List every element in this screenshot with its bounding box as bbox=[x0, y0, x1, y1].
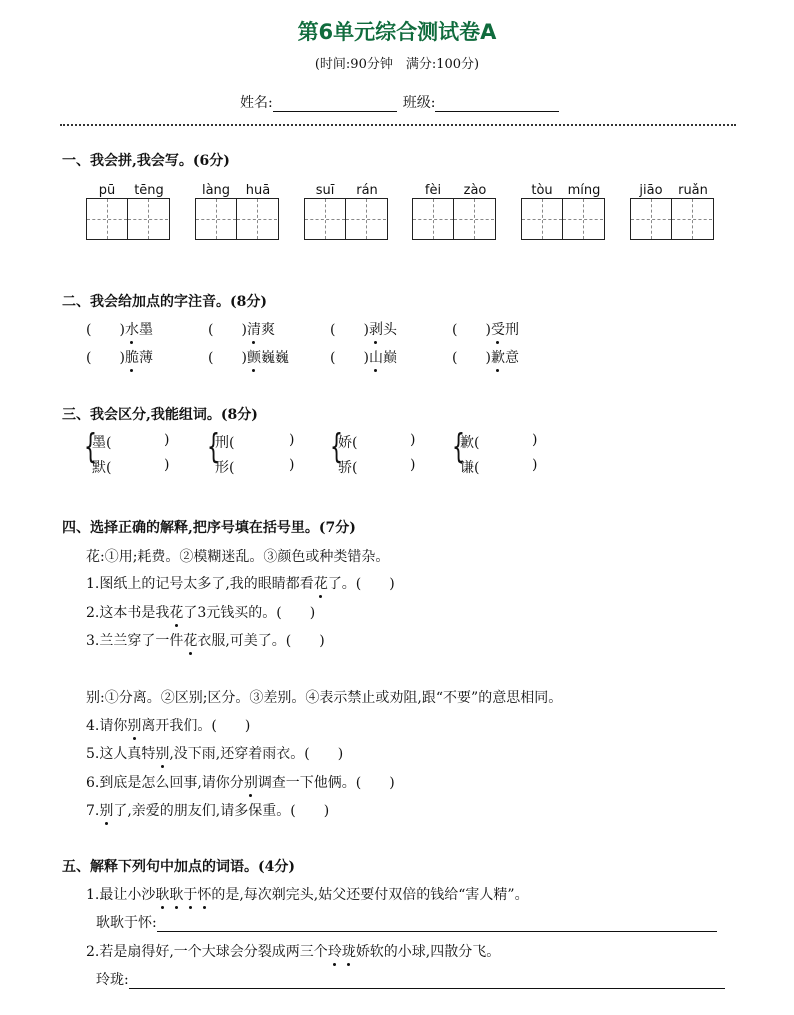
dotted-char: 玲 bbox=[328, 941, 342, 961]
pinyin: jiāo bbox=[639, 183, 663, 198]
writing-grid[interactable] bbox=[521, 198, 605, 240]
pair-char: 骄( bbox=[338, 460, 358, 476]
phonetic-item bbox=[208, 319, 275, 339]
dotted-char: 珑 bbox=[342, 941, 356, 961]
dotted-char: 水 bbox=[125, 319, 139, 339]
word-rest: 头 bbox=[382, 322, 397, 338]
q-text: 的是,每次剃完头,姑父还要付双倍的钱给“害人精”。 bbox=[211, 887, 529, 903]
question-7 bbox=[86, 800, 329, 820]
dotted-char: 花 bbox=[183, 630, 197, 650]
pair-close[interactable]: ) bbox=[164, 457, 170, 473]
question-4 bbox=[86, 715, 250, 735]
name-class-row bbox=[240, 92, 559, 112]
definition-bie: 别:①分离。②区别;区分。③差别。④表示禁止或劝阻,跟“不要”的意思相同。 bbox=[86, 690, 563, 706]
q-text[interactable]: 了,亲爱的朋友们,请多保重。( ) bbox=[113, 803, 330, 819]
question-6 bbox=[86, 772, 395, 792]
pair-close[interactable]: ) bbox=[532, 457, 538, 473]
brace: { bbox=[452, 427, 465, 467]
dotted-char: 怀 bbox=[197, 884, 211, 904]
pinyin: làng bbox=[201, 183, 231, 198]
dotted-char: 别 bbox=[155, 743, 169, 763]
pinyin: suī bbox=[315, 183, 335, 198]
class-label: 班级: bbox=[402, 95, 436, 111]
q-text[interactable]: 调查一下他俩。( ) bbox=[257, 775, 395, 791]
pair-close[interactable]: ) bbox=[289, 457, 295, 473]
question-5-2 bbox=[86, 941, 500, 961]
q-text: 5.这人真特 bbox=[86, 746, 156, 762]
q-text: 4.请你 bbox=[86, 718, 128, 734]
pinyin: ruǎn bbox=[678, 183, 708, 198]
dotted-char: 耿 bbox=[155, 884, 169, 904]
q-text[interactable]: 了3元钱买的。( ) bbox=[183, 605, 316, 621]
q-text: 2.这本书是我 bbox=[86, 605, 170, 621]
pair-char: 歉( bbox=[460, 435, 480, 451]
answer-blank[interactable]: ( ) bbox=[452, 322, 491, 338]
q-text: 3.兰兰穿了一件 bbox=[86, 633, 184, 649]
brace: { bbox=[207, 427, 220, 467]
pair-close[interactable]: ) bbox=[410, 457, 416, 473]
q-text[interactable]: ,没下雨,还穿着雨衣。( ) bbox=[169, 746, 344, 762]
pair-char: 娇( bbox=[338, 435, 358, 451]
pair-char: 刑( bbox=[215, 435, 235, 451]
section-2-heading: 二、我会给加点的字注音。(8分) bbox=[62, 294, 267, 310]
pinyin-item bbox=[304, 183, 388, 240]
pair-close[interactable]: ) bbox=[164, 432, 170, 448]
answer-label: 耿耿于怀: bbox=[96, 915, 157, 931]
q-text: 1.最让小沙 bbox=[86, 887, 156, 903]
question-5 bbox=[86, 743, 343, 763]
section-3-heading: 三、我会区分,我能组词。(8分) bbox=[62, 407, 258, 423]
pinyin: pū bbox=[98, 183, 116, 198]
section-4-heading: 四、选择正确的解释,把序号填在括号里。(7分) bbox=[62, 520, 356, 536]
q-number: 7. bbox=[86, 803, 100, 819]
writing-grid[interactable] bbox=[86, 198, 170, 240]
brace: { bbox=[330, 427, 343, 467]
dotted-char: 清 bbox=[247, 319, 261, 339]
phonetic-item bbox=[452, 347, 519, 367]
section-5-heading: 五、解释下列句中加点的词语。(4分) bbox=[62, 859, 295, 875]
answer-row-1 bbox=[96, 912, 717, 932]
dotted-char: 于 bbox=[183, 884, 197, 904]
dotted-char: 剥 bbox=[369, 319, 383, 339]
pair-char: 形( bbox=[215, 460, 235, 476]
pinyin: míng bbox=[567, 183, 601, 198]
time-score-info: (时间:90分钟 满分:100分) bbox=[314, 57, 480, 72]
dotted-char: 别 bbox=[244, 772, 258, 792]
phonetic-item bbox=[86, 347, 153, 367]
phonetic-item bbox=[208, 347, 289, 367]
q-text[interactable]: 离开我们。( ) bbox=[141, 718, 251, 734]
dotted-char: 颤 bbox=[247, 347, 261, 367]
question-5-1 bbox=[86, 884, 529, 904]
word-rest: 巅 bbox=[382, 350, 397, 366]
word-rest: 爽 bbox=[260, 322, 275, 338]
answer-blank[interactable]: ( ) bbox=[208, 350, 247, 366]
word-rest: 意 bbox=[504, 350, 519, 366]
pair-char: 谦( bbox=[460, 460, 480, 476]
q-text: 2.若是扇得好,一个大球会分裂成两三个 bbox=[86, 944, 328, 960]
page-title: 第6单元综合测试卷A bbox=[297, 20, 497, 44]
q-text: 6.到底是怎么回事,请你分 bbox=[86, 775, 244, 791]
definition-hua: 花:①用;耗费。②模糊迷乱。③颜色或种类错杂。 bbox=[86, 549, 390, 565]
writing-grid[interactable] bbox=[195, 198, 279, 240]
phonetic-item bbox=[330, 347, 397, 367]
phonetic-item bbox=[86, 319, 153, 339]
class-field[interactable] bbox=[435, 95, 559, 112]
q-text[interactable]: 了。( ) bbox=[327, 576, 395, 592]
pinyin-item bbox=[86, 183, 170, 240]
pinyin: zào bbox=[463, 183, 487, 198]
pair-close[interactable]: ) bbox=[532, 432, 538, 448]
answer-line[interactable] bbox=[129, 974, 725, 989]
pinyin: tòu bbox=[531, 183, 553, 198]
answer-blank[interactable]: ( ) bbox=[330, 322, 369, 338]
writing-grid[interactable] bbox=[412, 198, 496, 240]
pinyin: fèi bbox=[424, 183, 442, 198]
dotted-char: 歉 bbox=[491, 347, 505, 367]
dotted-char: 受 bbox=[491, 319, 505, 339]
dotted-char: 花 bbox=[169, 602, 183, 622]
name-field[interactable] bbox=[273, 95, 397, 112]
pinyin-item bbox=[412, 183, 496, 240]
section-1-heading: 一、我会拼,我会写。(6分) bbox=[62, 153, 230, 169]
brace: { bbox=[84, 427, 97, 467]
q-text: 娇软的小球,四散分飞。 bbox=[355, 944, 501, 960]
phonetic-item bbox=[330, 319, 397, 339]
dotted-char: 山 bbox=[369, 347, 383, 367]
answer-row-2 bbox=[96, 969, 725, 989]
word-rest: 刑 bbox=[504, 322, 519, 338]
pinyin: tēng bbox=[134, 183, 164, 198]
question-2 bbox=[86, 602, 315, 622]
q-text: 1.图纸上的记号太多了,我的眼睛都看 bbox=[86, 576, 314, 592]
name-label: 姓名: bbox=[240, 95, 273, 111]
word-rest: 薄 bbox=[138, 350, 153, 366]
word-rest: 墨 bbox=[138, 322, 153, 338]
answer-label: 玲珑: bbox=[96, 972, 129, 988]
dotted-char: 别 bbox=[127, 715, 141, 735]
pair-char: 默( bbox=[92, 460, 112, 476]
question-3 bbox=[86, 630, 325, 650]
answer-blank[interactable]: ( ) bbox=[452, 350, 491, 366]
answer-line[interactable] bbox=[157, 917, 717, 932]
pinyin: rán bbox=[356, 183, 378, 198]
q-text[interactable]: 衣服,可美了。( ) bbox=[197, 633, 325, 649]
answer-blank[interactable]: ( ) bbox=[330, 350, 369, 366]
pinyin-item bbox=[195, 183, 279, 240]
pinyin-item bbox=[630, 183, 714, 240]
dotted-char: 别 bbox=[99, 800, 113, 820]
writing-grid[interactable] bbox=[304, 198, 388, 240]
divider bbox=[60, 124, 736, 126]
answer-blank[interactable]: ( ) bbox=[86, 322, 125, 338]
dotted-char: 脆 bbox=[125, 347, 139, 367]
question-1 bbox=[86, 573, 395, 593]
dotted-char: 耿 bbox=[169, 884, 183, 904]
phonetic-item bbox=[452, 319, 519, 339]
pinyin: huā bbox=[245, 183, 271, 198]
word-rest: 巍巍 bbox=[260, 350, 289, 366]
answer-blank[interactable]: ( ) bbox=[208, 322, 247, 338]
pair-close[interactable]: ) bbox=[289, 432, 295, 448]
pinyin-item bbox=[521, 183, 605, 240]
dotted-char: 花 bbox=[314, 573, 328, 593]
pair-char: 墨( bbox=[92, 435, 112, 451]
pair-close[interactable]: ) bbox=[410, 432, 416, 448]
answer-blank[interactable]: ( ) bbox=[86, 350, 125, 366]
writing-grid[interactable] bbox=[630, 198, 714, 240]
